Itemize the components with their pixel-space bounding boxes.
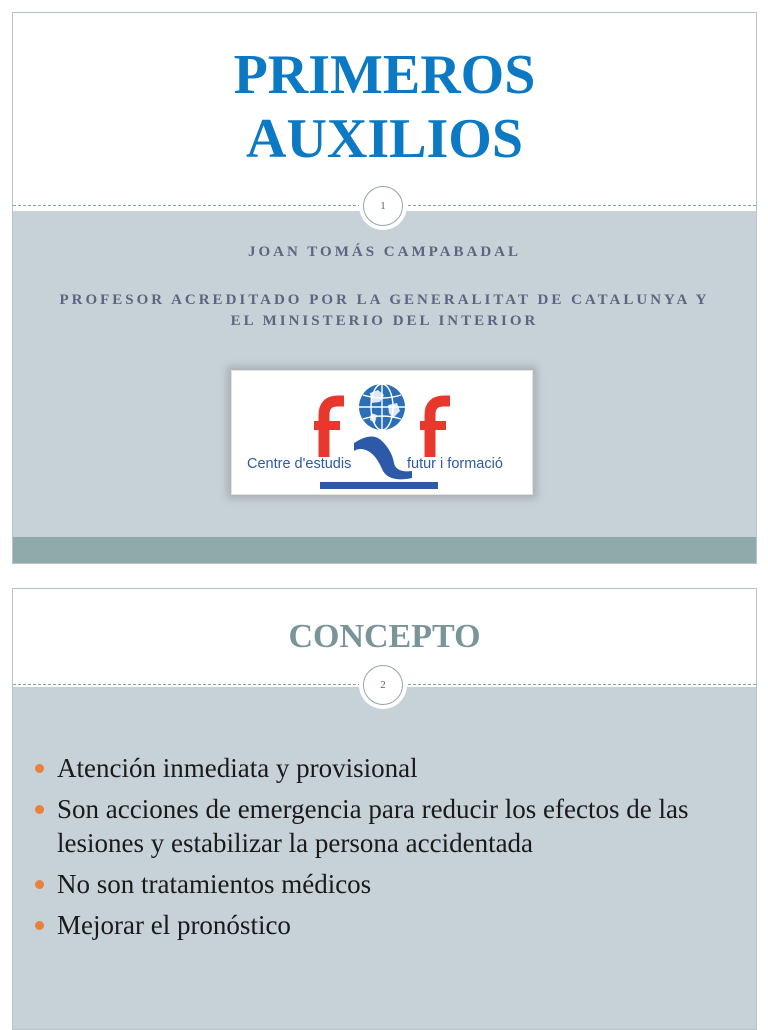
author-name: JOAN TOMÁS CAMPABADAL bbox=[247, 244, 521, 260]
list-item bbox=[33, 867, 743, 901]
list-item bbox=[33, 908, 743, 942]
slide-number-badge: 2 bbox=[363, 665, 403, 705]
title-line-1: PRIMEROS bbox=[233, 44, 536, 106]
bullet-dot-icon bbox=[35, 921, 44, 930]
bullet-text: Atención inmediata y provisional bbox=[57, 753, 418, 783]
bullet-list bbox=[33, 751, 743, 949]
bullet-dot-icon bbox=[35, 805, 44, 814]
slide-2-title: CONCEPTO bbox=[288, 618, 481, 655]
institution-logo bbox=[231, 370, 533, 495]
logo-text-right: futur i formació bbox=[407, 456, 503, 472]
bullet-text: Mejorar el pronóstico bbox=[57, 910, 291, 940]
author-credential: PROFESOR ACREDITADO POR LA GENERALITAT DE CATALUNYA Y EL MINISTERIO DEL INTERIOR bbox=[59, 292, 710, 329]
list-item bbox=[33, 751, 743, 785]
title-line-2: AUXILIOS bbox=[246, 108, 523, 170]
bullet-text: Son acciones de emergencia para reducir los efectos de las lesiones y estabilizar la persona accidentada bbox=[57, 794, 689, 858]
bullet-dot-icon bbox=[35, 880, 44, 889]
bullet-dot-icon bbox=[35, 764, 44, 773]
fif-globe-logo-icon bbox=[232, 371, 532, 494]
slide-1-footer-bar bbox=[13, 537, 756, 563]
slide-2 bbox=[12, 588, 757, 1030]
slide-1-title-area bbox=[13, 13, 756, 206]
slide-1-title bbox=[13, 43, 756, 171]
slide-number-badge: 1 bbox=[363, 186, 403, 226]
bullet-text: No son tratamientos médicos bbox=[57, 869, 372, 899]
list-item bbox=[33, 792, 743, 860]
logo-text-left: Centre d'estudis bbox=[247, 456, 352, 472]
slide-1 bbox=[12, 12, 757, 564]
